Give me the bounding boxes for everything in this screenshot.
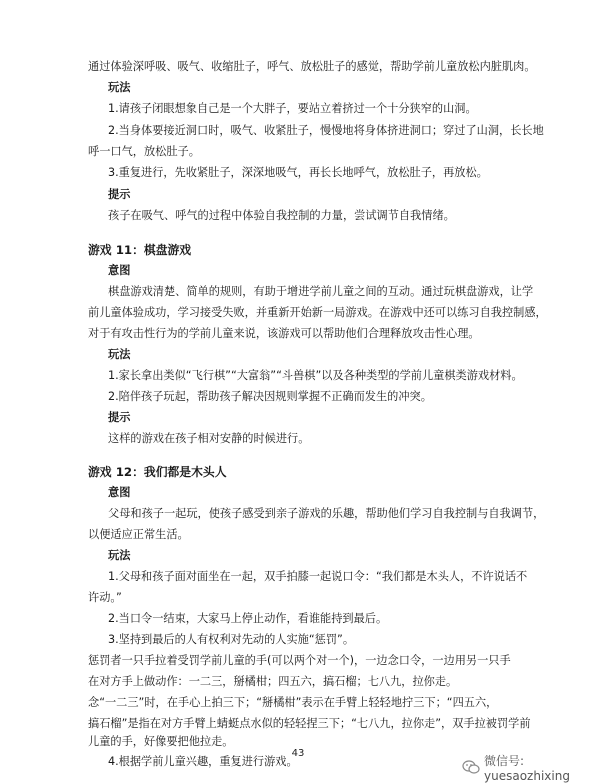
play-step: 2.当身体要接近洞口时，吸气、收紧肚子，慢慢地将身体挤进洞口；穿过了山洞，长长地 [108,124,544,137]
tip-heading: 提示 [108,411,131,424]
action-detail-text: 儿童的手，好像要把他拉走。 [88,735,234,748]
play-step: 3.重复进行，先收紧肚子，深深地吸气，再长长地呼气，放松肚子，再放松。 [108,166,488,179]
page-number: 43 [291,748,305,759]
play-step-continued: 许动。” [88,591,122,604]
play-heading: 玩法 [108,549,131,562]
intent-heading: 意图 [108,264,131,277]
punishment-text: 在对方手上做动作：一二三，掰橘柑；四五六，搞石榴；七八九，拉你走。 [88,675,458,688]
tip-text: 这样的游戏在孩子相对安静的时候进行。 [108,432,310,445]
play-step: 4.根据学前儿童兴趣，重复进行游戏。 [108,755,298,768]
play-step: 1.请孩子闭眼想象自己是一个大胖子，要站立着挤过一个十分狭窄的山洞。 [108,102,477,115]
play-step: 1.家长拿出类似“飞行棋”“大富翁”“斗兽棋”以及各种类型的学前儿童棋类游戏材料。 [108,369,523,382]
play-heading: 玩法 [108,348,131,361]
play-step: 2.陪伴孩子玩起，帮助孩子解决因规则掌握不正确而发生的冲突。 [108,390,432,403]
tip-heading: 提示 [108,188,131,201]
watermark-text: 微信号: yuesaozhixing [484,753,570,783]
action-detail-text: 搞石榴”是指在对方手臂上蜻蜓点水似的轻轻捏三下；“七八九，拉你走”，双手拉被罚学前 [88,717,531,730]
intent-heading: 意图 [108,486,131,499]
game-title: 游戏 12：我们都是木头人 [88,465,227,479]
wechat-watermark [462,753,596,783]
play-step: 1.父母和孩子面对面坐在一起，双手拍膝一起说口令：“我们都是木头人，不许说话不 [108,570,528,583]
intent-text: 前儿童体验成功，学习接受失败，并重新开始新一局游戏。在游戏中还可以练习自我控制感， [88,306,547,319]
wechat-icon [462,759,480,775]
play-heading: 玩法 [108,81,131,94]
play-step: 2.当口令一结束，大家马上停止动作，看谁能持到最后。 [108,612,388,625]
intent-text: 父母和孩子一起玩，使孩子感受到亲子游戏的乐趣，帮助他们学习自我控制与自我调节， [108,507,545,520]
intent-text: 棋盘游戏清楚、简单的规则，有助于增进学前儿童之间的互动。通过玩棋盘游戏，让学 [108,285,534,298]
intro-text: 通过体验深呼吸、吸气、收缩肚子，呼气、放松肚子的感觉，帮助学前儿童放松内脏肌肉。 [88,60,536,73]
intent-text: 以便适应正常生活。 [88,528,189,541]
punishment-text: 惩罚者一只手拉着受罚学前儿童的手(可以两个对一个)，一边念口令，一边用另一只手 [88,654,511,667]
play-step: 3.坚持到最后的人有权利对先动的人实施“惩罚”。 [108,633,355,646]
action-detail-text: 念“一二三”时，在手心上拍三下；“掰橘柑”表示在手臂上轻轻地拧三下；“四五六， [88,696,498,709]
play-step-continued: 呼一口气，放松肚子。 [88,145,200,158]
tip-text: 孩子在吸气、呼气的过程中体验自我控制的力量，尝试调节自我情绪。 [108,209,455,222]
intent-text: 对于有攻击性行为的学前儿童来说，该游戏可以帮助他们合理释放攻击性心理。 [88,327,480,340]
game-title: 游戏 11：棋盘游戏 [88,243,192,257]
